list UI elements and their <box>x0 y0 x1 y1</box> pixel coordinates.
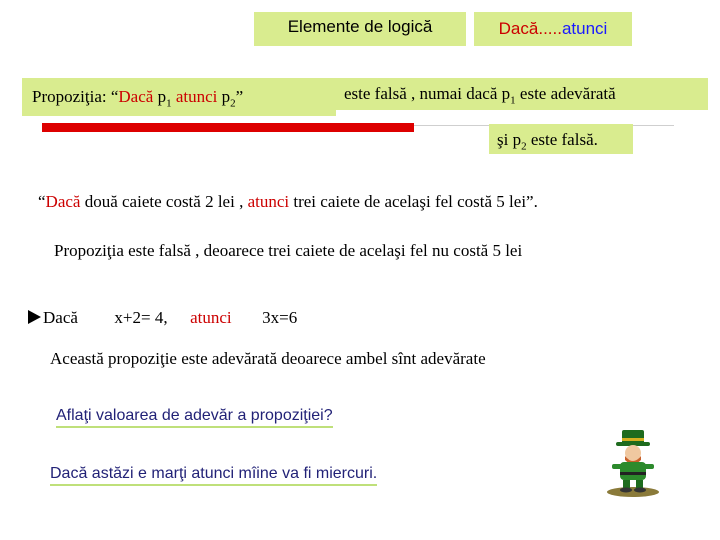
false-subscript: 1 <box>510 94 516 107</box>
red-divider-bar <box>42 123 414 132</box>
math-expr1: x+2= 4, <box>114 308 168 327</box>
leprechaun-icon <box>598 428 668 498</box>
atunci-word: atunci <box>561 19 608 38</box>
math-line <box>28 308 297 328</box>
proposition-label: Propoziţia: <box>32 87 111 106</box>
proposition-atunci: atunci <box>175 87 218 106</box>
daca-atunci-box <box>474 12 632 46</box>
si-text-b: este falsă. <box>526 130 598 149</box>
p2-subscript: 2 <box>230 97 236 110</box>
proposition-box <box>22 78 336 116</box>
example-atunci: atunci <box>247 192 290 211</box>
question-text: Aflaţi valoarea de adevăr a propoziţiei? <box>56 407 333 428</box>
math-expr2: 3x=6 <box>262 308 298 327</box>
si-text-a: şi p <box>497 130 522 149</box>
math-daca: Dacă <box>43 308 78 327</box>
example-open-quote: “ <box>38 192 46 211</box>
p2: p <box>221 87 231 106</box>
dots: ..... <box>538 19 562 38</box>
math-atunci: atunci <box>190 308 232 327</box>
exercise-text: Dacă astăzi e marţi atunci mîine va fi miercuri. <box>50 465 377 486</box>
title-text: Elemente de logică <box>287 17 433 36</box>
example-sentence <box>38 192 538 212</box>
triangle-bullet-icon <box>28 310 41 324</box>
p1-subscript: 1 <box>166 97 172 110</box>
close-quote: ” <box>235 87 244 106</box>
example-conclusion: Propoziţia este falsă , deoarece trei caiete de acelaşi fel nu costă 5 lei <box>54 241 523 260</box>
false-text-a: este falsă , numai dacă p <box>344 84 511 103</box>
title-box <box>254 12 466 46</box>
math-conclusion: Această propoziţie este adevărată deoarece ambel sînt adevărate <box>50 349 486 368</box>
si-subscript: 2 <box>521 140 527 153</box>
false-text-b: este adevărată <box>515 84 616 103</box>
open-quote: “ <box>110 87 119 106</box>
example-part1: două caiete costă 2 lei , <box>80 192 248 211</box>
daca-word: Dacă <box>498 19 539 38</box>
example-daca: Dacă <box>45 192 81 211</box>
si-condition-box <box>489 124 633 154</box>
p1: p <box>157 87 167 106</box>
example-part2: trei caiete de acelaşi fel costă 5 lei”. <box>289 192 538 211</box>
false-condition-box <box>336 78 708 110</box>
proposition-daca: Dacă <box>118 87 154 106</box>
